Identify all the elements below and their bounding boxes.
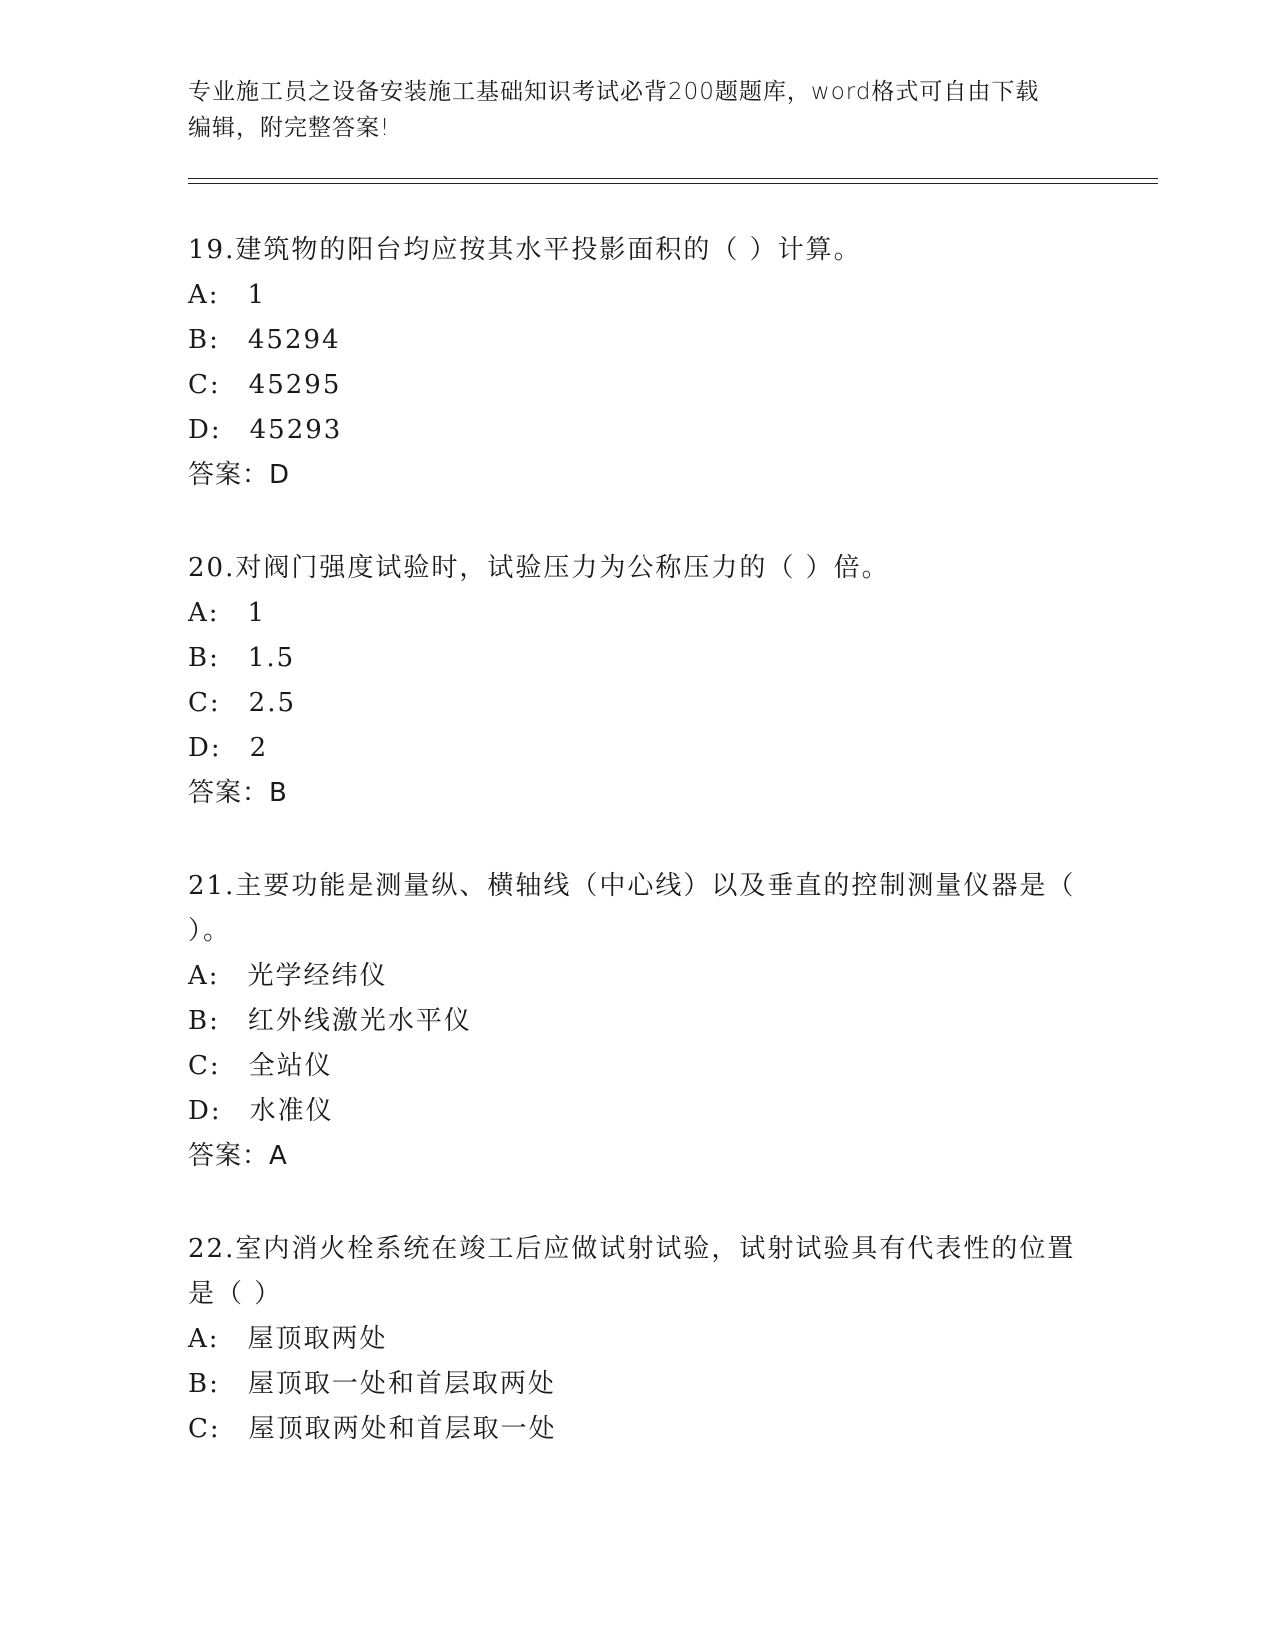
option-b: B: 红外线激光水平仪 [188, 1006, 472, 1036]
option-c: C: 45295 [188, 370, 342, 400]
header-divider-top [188, 178, 1158, 179]
option-a: A: 屋顶取两处 [188, 1324, 388, 1354]
question-stem: 21.主要功能是测量纵、横轴线（中心线）以及垂直的控制测量仪器是（ ）。 [188, 871, 1076, 946]
option-c: C: 屋顶取两处和首层取一处 [188, 1414, 557, 1444]
answer: 答案：A [188, 1141, 288, 1171]
option-b: B: 1.5 [188, 643, 296, 673]
option-a: A: 1 [188, 280, 267, 310]
question-19 [188, 228, 1088, 498]
question-22 [188, 1227, 1078, 1452]
option-d: D: 2 [188, 733, 269, 763]
question-20 [188, 546, 1088, 816]
option-b: B: 45294 [188, 325, 341, 355]
answer: 答案：B [188, 778, 288, 808]
question-stem: 20.对阀门强度试验时，试验压力为公称压力的（ ）倍。 [188, 553, 890, 583]
option-c: C: 全站仪 [188, 1051, 333, 1081]
option-a: A: 1 [188, 598, 267, 628]
option-d: D: 水准仪 [188, 1096, 334, 1126]
question-stem: 19.建筑物的阳台均应按其水平投影面积的（ ）计算。 [188, 235, 862, 265]
header-line-2: 编辑，附完整答案! [188, 115, 391, 141]
option-d: D: 45293 [188, 415, 343, 445]
header-line-1: 专业施工员之设备安装施工基础知识考试必背200题题库，word格式可自由下载 [188, 79, 1040, 105]
option-b: B: 屋顶取一处和首层取两处 [188, 1369, 556, 1399]
document-header [188, 74, 1088, 146]
question-21 [188, 864, 1078, 1179]
option-c: C: 2.5 [188, 688, 297, 718]
question-stem: 22.室内消火栓系统在竣工后应做试射试验，试射试验具有代表性的位置是（ ） [188, 1234, 1076, 1309]
option-a: A: 光学经纬仪 [188, 961, 388, 991]
header-divider-bottom [188, 183, 1158, 184]
answer: 答案：D [188, 460, 291, 490]
